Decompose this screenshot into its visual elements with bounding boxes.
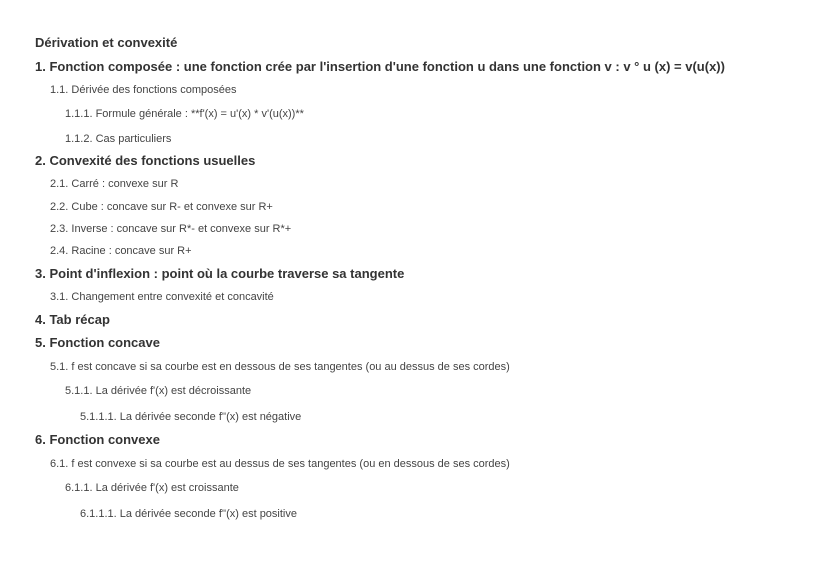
outline-item-1-1: 1.1. Dérivée des fonctions composées: [50, 84, 237, 96]
outline-item-3-1: 3.1. Changement entre convexité et concavité: [50, 291, 274, 303]
outline-item-5-1-1-1: 5.1.1.1. La dérivée seconde f''(x) est négative: [80, 411, 302, 423]
outline-item-2-2: 2.2. Cube : concave sur R- et convexe sur R+: [50, 201, 273, 213]
outline-item-1-1-1: 1.1.1. Formule générale : **f'(x) = u'(x) * v'(u(x))**: [65, 108, 304, 120]
outline-item-6-1-1-1: 6.1.1.1. La dérivée seconde f''(x) est positive: [80, 508, 297, 520]
outline-item-3: 3. Point d'inflexion : point où la courbe traverse sa tangente: [35, 266, 405, 281]
outline-item-1: 1. Fonction composée : une fonction crée par l'insertion d'une fonction u dans une fonction v : v ° u (x) = v(u(x)): [35, 59, 725, 74]
outline-item-1-1-2: 1.1.2. Cas particuliers: [65, 133, 172, 145]
outline-item-5-1: 5.1. f est concave si sa courbe est en dessous de ses tangentes (ou au dessus de ses cordes): [50, 361, 510, 373]
outline-item-6-1: 6.1. f est convexe si sa courbe est au dessus de ses tangentes (ou en dessous de ses cordes): [50, 458, 510, 470]
outline-item-6: 6. Fonction convexe: [35, 432, 160, 447]
outline-item-6-1-1: 6.1.1. La dérivée f'(x) est croissante: [65, 482, 239, 494]
outline-item-5-1-1: 5.1.1. La dérivée f'(x) est décroissante: [65, 385, 252, 397]
outline-item-5: 5. Fonction concave: [35, 335, 160, 350]
outline-item-2-1: 2.1. Carré : convexe sur R: [50, 178, 179, 190]
outline-item-2-3: 2.3. Inverse : concave sur R*- et convexe sur R*+: [50, 223, 292, 235]
outline-item-4: 4. Tab récap: [35, 312, 110, 327]
document-title: Dérivation et convexité: [35, 35, 178, 50]
outline-item-2: 2. Convexité des fonctions usuelles: [35, 153, 256, 168]
outline-item-2-4: 2.4. Racine : concave sur R+: [50, 245, 192, 257]
